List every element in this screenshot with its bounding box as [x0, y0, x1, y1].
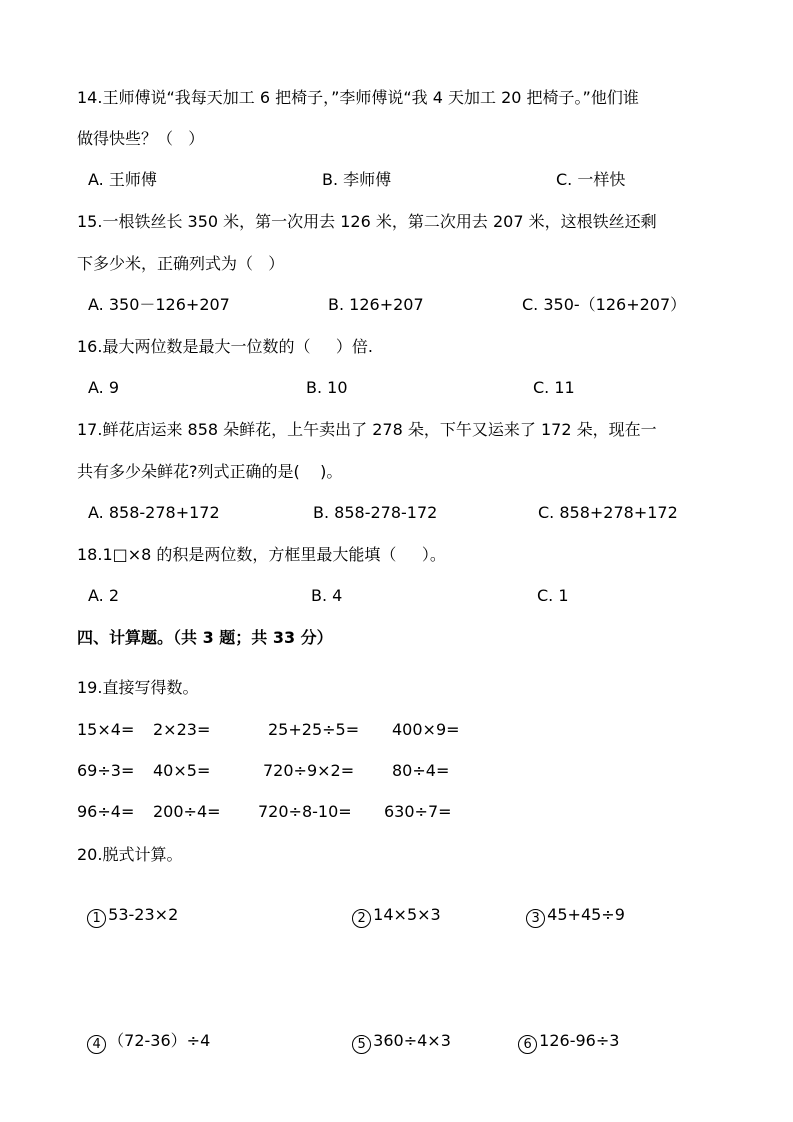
q17-option-a: A. 858-278+172	[88, 503, 220, 522]
q14-text-line2: 做得快些？（ ）	[77, 129, 205, 148]
circled-number: 6	[518, 1035, 537, 1054]
q14-option-b: B. 李师傅	[322, 170, 392, 189]
q20-expression: 45+45÷9	[547, 905, 625, 924]
q15-text-line1: 15.一根铁丝长 350 米，第一次用去 126 米，第二次用去 207 米，这根铁丝还剩	[77, 212, 657, 231]
q14-option-a: A. 王师傅	[88, 170, 157, 189]
q20-item-2	[342, 885, 441, 928]
q20-item-3	[516, 885, 625, 928]
q16-option-c: C. 11	[533, 378, 575, 397]
q15-option-b: B. 126+207	[328, 295, 424, 314]
q17-option-c: C. 858+278+172	[538, 503, 678, 522]
q20-expression: 14×5×3	[373, 905, 441, 924]
q19-item: 200÷4=	[153, 802, 221, 821]
q14-option-c: C. 一样快	[556, 170, 626, 189]
q17-text-line1: 17.鲜花店运来 858 朵鲜花，上午卖出了 278 朵，下午又运来了 172 朵，现在一	[77, 420, 657, 439]
circled-number: 5	[352, 1035, 371, 1054]
q15-text-line2: 下多少米，正确列式为（ ）	[77, 254, 285, 273]
q19-title: 19.直接写得数。	[77, 678, 199, 697]
q15-option-a: A. 350－126+207	[88, 295, 230, 314]
q20-title: 20.脱式计算。	[77, 845, 183, 864]
q19-item: 15×4=	[77, 720, 135, 739]
q20-expression: 53-23×2	[108, 905, 179, 924]
q20-expression: 126-96÷3	[539, 1031, 620, 1050]
q19-item: 2×23=	[153, 720, 211, 739]
q14-text-line1: 14.王师傅说“我每天加工 6 把椅子，”李师傅说“我 4 天加工 20 把椅子。”他们谁	[77, 88, 639, 107]
q19-item: 630÷7=	[384, 802, 452, 821]
q20-item-5	[342, 1011, 451, 1054]
q18-option-c: C. 1	[537, 586, 569, 605]
q19-item: 96÷4=	[77, 802, 135, 821]
q16-option-b: B. 10	[306, 378, 348, 397]
q20-item-4	[77, 1011, 210, 1054]
q19-item: 69÷3=	[77, 761, 135, 780]
q19-item: 400×9=	[392, 720, 460, 739]
q18-option-b: B. 4	[311, 586, 343, 605]
q19-item: 80÷4=	[392, 761, 450, 780]
section-heading: 四、计算题。（共 3 题；共 33 分）	[77, 628, 333, 647]
circled-number: 4	[87, 1035, 106, 1054]
q20-item-6	[508, 1011, 619, 1054]
q15-option-c: C. 350-（126+207）	[522, 295, 687, 314]
q16-text-line1: 16.最大两位数是最大一位数的（ ）倍.	[77, 337, 373, 356]
q19-item: 40×5=	[153, 761, 211, 780]
q20-expression: 360÷4×3	[373, 1031, 451, 1050]
q19-item: 720÷8-10=	[258, 802, 352, 821]
q16-option-a: A. 9	[88, 378, 120, 397]
q20-item-1	[77, 885, 178, 928]
q19-item: 720÷9×2=	[263, 761, 355, 780]
circled-number: 3	[526, 909, 545, 928]
circled-number: 2	[352, 909, 371, 928]
q18-text-line1: 18.1□×8 的积是两位数，方框里最大能填（ ）。	[77, 545, 446, 564]
q17-text-line2: 共有多少朵鲜花?列式正确的是( )。	[77, 462, 343, 481]
q17-option-b: B. 858-278-172	[313, 503, 438, 522]
circled-number: 1	[87, 909, 106, 928]
q19-item: 25+25÷5=	[268, 720, 360, 739]
q18-option-a: A. 2	[88, 586, 120, 605]
q20-expression: （72-36）÷4	[108, 1031, 211, 1050]
